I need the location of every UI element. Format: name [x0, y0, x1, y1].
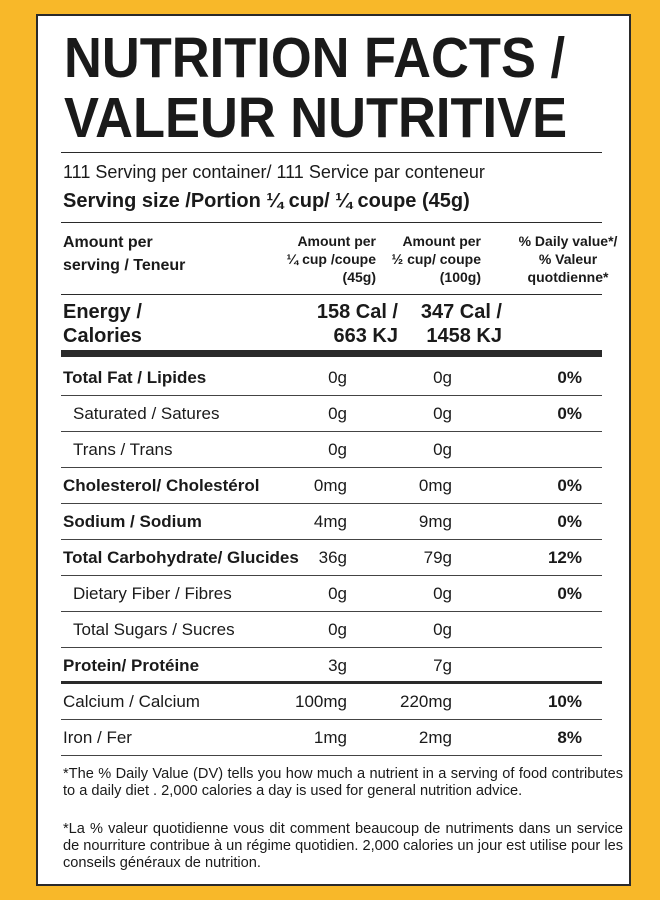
- energy-col1: 158 Cal / 663 KJ: [316, 301, 398, 347]
- daily-value-percent: 8%: [557, 728, 582, 747]
- amount-half-cup: 9mg: [418, 512, 452, 531]
- amount-half-cup: 2mg: [418, 728, 452, 747]
- amount-quarter-cup: 0g: [328, 404, 347, 423]
- col2-header: Amount per ½ cup/ coupe (100g): [391, 233, 481, 285]
- nutrient-name: Trans / Trans: [73, 440, 173, 459]
- amount-half-cup: 0g: [433, 440, 452, 459]
- amount-half-cup: 220mg: [400, 692, 452, 711]
- amount-quarter-cup: 0mg: [313, 476, 347, 495]
- amount-quarter-cup: 3g: [328, 656, 347, 675]
- nutrient-row: [61, 396, 602, 432]
- nutrient-name: Dietary Fiber / Fibres: [73, 584, 232, 603]
- footnote-french: *La % valeur quotidienne vous dit comment beaucoup de nutriments dans un service de nourriture contribue à un régime quotidien. 2,000 calories un jour est utilise pour les conseils généraux de nutrition.: [63, 821, 623, 871]
- nutrient-name: Total Carbohydrate/ Glucides: [63, 548, 299, 567]
- amount-half-cup: 0g: [433, 620, 452, 639]
- daily-value-percent: 0%: [557, 368, 582, 387]
- nutrient-name: Total Fat / Lipides: [63, 368, 207, 387]
- nutrient-name: Protein/ Protéine: [63, 656, 200, 675]
- nutrient-row: [61, 540, 602, 576]
- energy-col2: 347 Cal / 1458 KJ: [420, 301, 502, 347]
- nutrient-name: Iron / Fer: [63, 728, 132, 747]
- amount-half-cup: 7g: [433, 656, 452, 675]
- daily-value-percent: 0%: [557, 404, 582, 423]
- nutrient-row: [61, 468, 602, 504]
- amount-half-cup: 0mg: [418, 476, 452, 495]
- footnote-english: *The % Daily Value (DV) tells you how much a nutrient in a serving of food contributes to a daily diet . 2,000 calories a day is used for general nutrition advice.: [63, 766, 623, 799]
- energy-label: Energy / Calories: [63, 301, 142, 347]
- amount-quarter-cup: 0g: [328, 620, 347, 639]
- amount-quarter-cup: 4mg: [313, 512, 347, 531]
- nutrient-name: Total Sugars / Sucres: [73, 620, 235, 639]
- amount-quarter-cup: 1mg: [313, 728, 347, 747]
- amount-quarter-cup: 0g: [328, 368, 347, 387]
- nutrient-name: Calcium / Calcium: [63, 692, 200, 711]
- nutrient-row: [61, 504, 602, 540]
- divider: [61, 152, 602, 153]
- daily-value-percent: 0%: [557, 512, 582, 531]
- amount-half-cup: 0g: [433, 404, 452, 423]
- daily-value-percent: 0%: [557, 476, 582, 495]
- nutrient-row: [61, 432, 602, 468]
- amount-half-cup: 79g: [423, 548, 452, 567]
- daily-value-header: % Daily value*/ % Valeur quotdienne*: [518, 233, 618, 285]
- divider: [61, 294, 602, 295]
- title-line-2: VALEUR NUTRITIVE: [64, 86, 568, 150]
- amount-quarter-cup: 0g: [328, 440, 347, 459]
- amount-quarter-cup: 36g: [318, 548, 347, 567]
- page-title: [64, 28, 629, 148]
- daily-value-percent: 12%: [547, 548, 582, 567]
- nutrient-row: [61, 648, 602, 684]
- nutrient-row: [61, 360, 602, 396]
- title-line-1: NUTRITION FACTS /: [64, 26, 566, 90]
- nutrient-name: Sodium / Sodium: [63, 512, 202, 531]
- serving-size: Serving size /Portion ¼ cup/ ¼ coupe (45g): [63, 190, 470, 212]
- amount-quarter-cup: 100mg: [295, 692, 347, 711]
- nutrition-facts-panel: [36, 14, 631, 886]
- divider: [61, 755, 602, 756]
- thick-divider: [61, 350, 602, 357]
- divider: [61, 222, 602, 223]
- nutrient-row: [61, 720, 602, 756]
- amount-half-cup: 0g: [433, 368, 452, 387]
- nutrient-row: [61, 576, 602, 612]
- nutrient-row: [61, 684, 602, 720]
- amount-half-cup: 0g: [433, 584, 452, 603]
- amount-per-serving-header: Amount per serving / Teneur: [63, 234, 186, 274]
- nutrient-row: [61, 612, 602, 648]
- nutrient-name: Cholesterol/ Cholestérol: [63, 476, 260, 495]
- servings-per-container: 111 Serving per container/ 111 Service par conteneur: [63, 162, 485, 182]
- amount-quarter-cup: 0g: [328, 584, 347, 603]
- daily-value-percent: 10%: [547, 692, 582, 711]
- daily-value-percent: 0%: [557, 584, 582, 603]
- nutrient-name: Saturated / Satures: [73, 404, 220, 423]
- col1-header: Amount per ¼ cup /coupe (45g): [286, 233, 376, 285]
